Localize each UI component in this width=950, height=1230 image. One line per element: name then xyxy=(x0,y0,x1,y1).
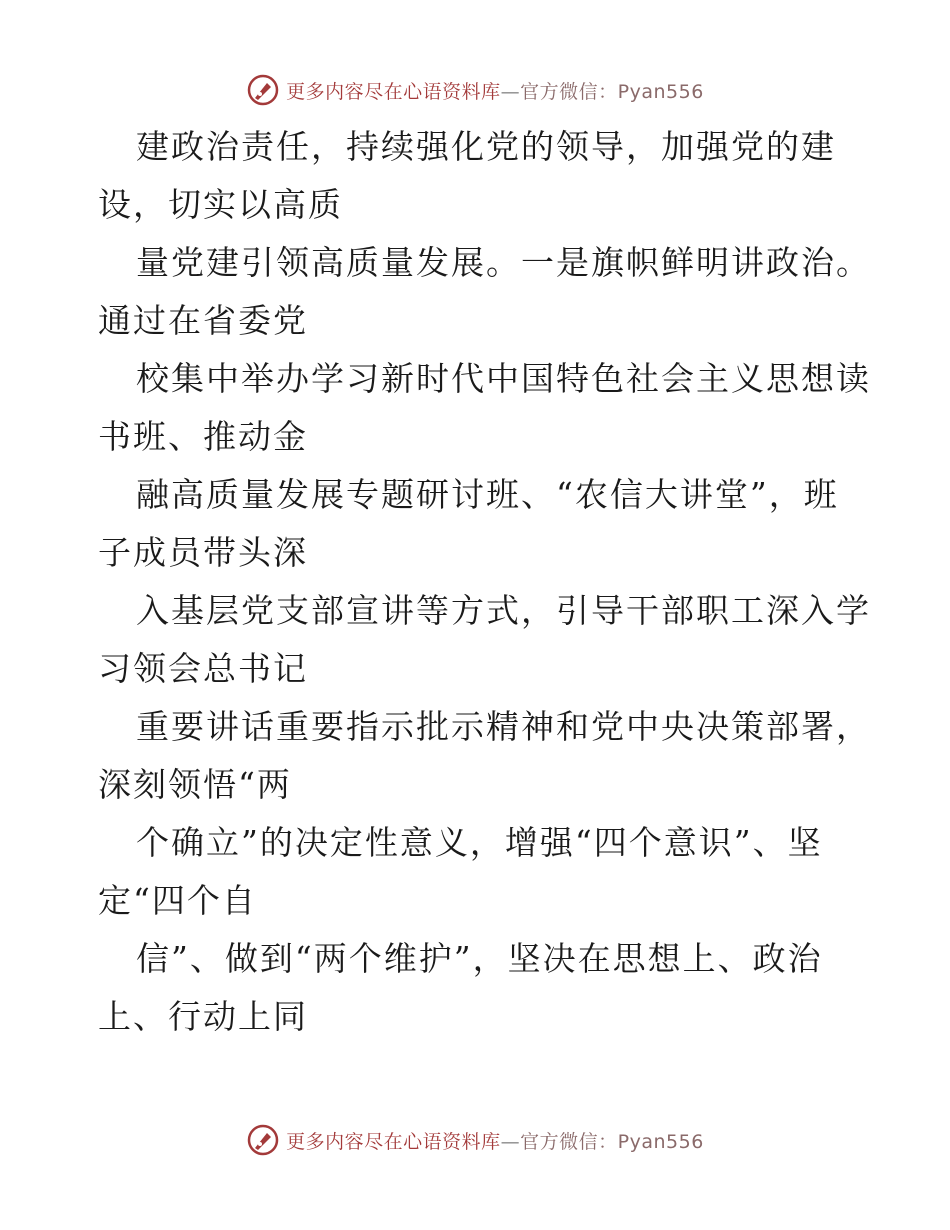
text-line: 深刻领悟“两 xyxy=(98,765,292,804)
header-banner-dash: — xyxy=(500,80,521,103)
text-line: 书班、推动金 xyxy=(98,417,308,456)
text-line: 量党建引领高质量发展。一是旗帜鲜明讲政治。 xyxy=(136,243,871,282)
footer-banner-dash: — xyxy=(500,1130,521,1153)
footer-banner-main: 更多内容尽在心语资料库 xyxy=(286,1130,501,1153)
text-line: 融高质量发展专题研讨班、“农信大讲堂”，班 xyxy=(136,475,839,514)
text-line: 信”、做到“两个维护”，坚决在思想上、政治 xyxy=(136,939,823,978)
text-line: 通过在省委党 xyxy=(98,301,308,340)
text-line: 子成员带头深 xyxy=(98,533,308,572)
text-line: 入基层党支部宣讲等方式，引导干部职工深入学 xyxy=(136,591,871,630)
text-line: 设，切实以高质 xyxy=(98,185,343,224)
text-line: 建政治责任，持续强化党的领导，加强党的建 xyxy=(136,127,836,166)
header-banner xyxy=(0,70,950,110)
text-line: 校集中举办学习新时代中国特色社会主义思想读 xyxy=(136,359,871,398)
pen-nib-logo-icon xyxy=(246,1123,280,1157)
footer-banner-text xyxy=(286,1127,704,1154)
text-line: 习领会总书记 xyxy=(98,649,308,688)
footer-banner xyxy=(0,1120,950,1160)
text-line: 定“四个自 xyxy=(98,881,257,920)
pen-nib-logo-icon xyxy=(246,73,280,107)
text-line: 个确立”的决定性意义，增强“四个意识”、坚 xyxy=(136,823,823,862)
text-line: 重要讲话重要指示批示精神和党中央决策部署， xyxy=(136,707,871,746)
document-body xyxy=(98,118,871,1046)
footer-banner-wechat: 官方微信：Pyan556 xyxy=(520,1130,704,1153)
header-banner-wechat: 官方微信：Pyan556 xyxy=(520,80,704,103)
header-banner-text xyxy=(286,77,704,104)
text-line: 上、行动上同 xyxy=(98,997,308,1036)
header-banner-main: 更多内容尽在心语资料库 xyxy=(286,80,501,103)
